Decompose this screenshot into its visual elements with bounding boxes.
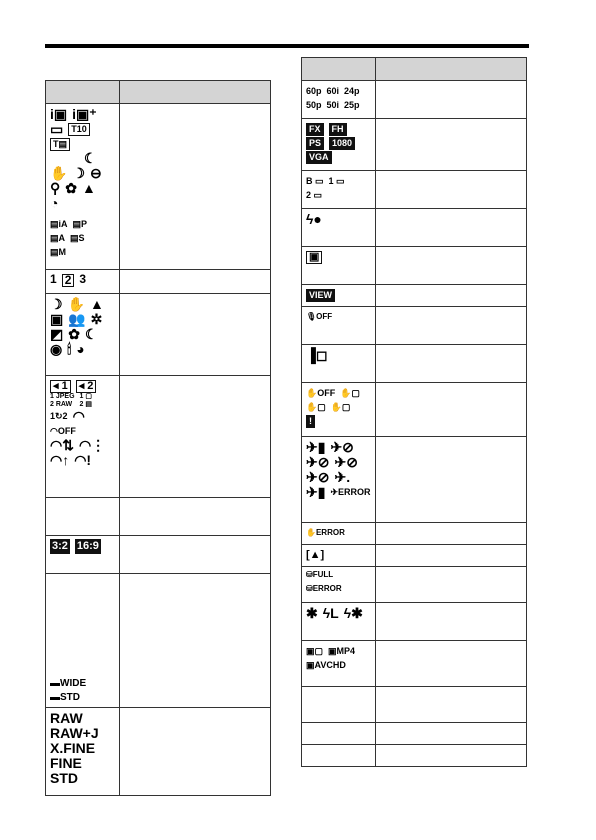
icon-cell xyxy=(302,603,376,641)
description-cell xyxy=(120,536,271,574)
quality-standard-icon: STD xyxy=(50,770,78,786)
description-cell xyxy=(376,723,527,745)
table-row xyxy=(302,383,527,437)
database-error-icon: ⛁ERROR xyxy=(306,584,342,594)
flash-charging-icon: ϟ● xyxy=(306,211,322,227)
audio-off-icon: 🎙OFF xyxy=(306,312,333,322)
header-rule xyxy=(45,44,529,48)
table-row xyxy=(46,270,271,294)
database-full-icon: ⛁FULL xyxy=(306,570,334,579)
description-cell xyxy=(376,687,527,723)
left-icon-table xyxy=(45,80,271,796)
description-cell xyxy=(376,567,527,603)
aspect-16-9-icon: 16:9 xyxy=(76,540,99,552)
macro-icon: ✿ xyxy=(65,180,77,196)
table-row xyxy=(302,723,527,745)
frame-rate-24p-icon: 24p xyxy=(344,85,360,96)
table-header-row xyxy=(46,81,271,104)
movie-vga-icon: VGA xyxy=(306,151,332,164)
description-cell xyxy=(376,545,527,567)
still-movie-slot-icon: 1 ▢ 2 ▤ xyxy=(79,393,92,408)
panorama-wide-icon: ▬WIDE xyxy=(50,678,87,690)
gps-weak-icon: ✈. xyxy=(334,469,351,485)
night-portrait-icon: ☾ xyxy=(84,326,98,342)
night-scene-icon: ☽ xyxy=(72,165,85,181)
wind-noise-reduction-icon: ▐◻ xyxy=(306,347,328,363)
gps-signal-icon: ✈▮ xyxy=(306,439,326,455)
table-row xyxy=(302,247,527,285)
wifi-transfer-icon: ◠⇅ xyxy=(50,437,74,453)
overheat-icon: [▲] xyxy=(306,548,325,561)
table-row xyxy=(302,307,527,345)
description-cell xyxy=(120,270,271,294)
gps-error-icon: ✈ERROR xyxy=(330,487,371,498)
quality-raw-jpeg-icon: RAW+J xyxy=(50,725,99,741)
table-row xyxy=(302,523,527,545)
frame-rate-50i-icon: 50i xyxy=(326,99,340,110)
handheld-twilight-icon: ✋ xyxy=(50,165,68,181)
description-cell xyxy=(376,247,527,285)
group-portrait-icon: 👥 xyxy=(68,311,86,327)
live-view-icon: VIEW xyxy=(306,289,335,302)
description-cell xyxy=(376,641,527,687)
icon-cell xyxy=(302,345,376,383)
icon-cell xyxy=(46,294,120,376)
frame-rate-50p-icon: 50p xyxy=(306,99,322,110)
steadyshot-body-icon: ✋▢ xyxy=(330,401,351,412)
battery-1-icon: 1 ▭ xyxy=(328,175,345,186)
frame-rate-60p-icon: 60p xyxy=(306,85,322,96)
candle-icon: 🕯 xyxy=(67,341,72,357)
description-cell xyxy=(376,171,527,209)
icon-cell xyxy=(46,376,120,498)
gps-off-icon: ✈⊘ xyxy=(330,439,354,455)
table-row xyxy=(302,345,527,383)
table-row xyxy=(46,708,271,796)
flash-exposure-lock-icon: ϟ✱ xyxy=(343,605,363,621)
header-cell xyxy=(302,58,376,81)
ae-lock-icon: ✱ xyxy=(306,605,318,621)
record-media-2-icon: ◂ 2 xyxy=(76,380,97,393)
memory-recall-1-icon: 1 xyxy=(50,272,57,287)
table-row xyxy=(302,285,527,307)
af-frame-icon: ▣ xyxy=(306,251,322,264)
table-row xyxy=(302,687,527,723)
superior-auto-icon: i▣⁺ xyxy=(72,106,97,122)
battery-b-icon: B ▭ xyxy=(306,175,324,186)
landscape-icon: ▲ xyxy=(90,296,104,312)
description-cell xyxy=(376,119,527,171)
wifi-icon: ◠ xyxy=(72,408,85,424)
battery-2-icon: 2 ▭ xyxy=(306,189,323,200)
tripod-icon: ✲ xyxy=(90,311,103,327)
tele-zoom-10-icon: T10 xyxy=(68,123,90,136)
table-row xyxy=(302,745,527,767)
table-row xyxy=(46,574,271,708)
wifi-error-icon: ◠! xyxy=(74,452,92,468)
view-mode-mp4-icon: ▣MP4 xyxy=(328,645,356,656)
movie-m-icon: ▤M xyxy=(50,246,67,257)
aspect-3-2-icon: 3:2 xyxy=(52,540,68,552)
view-mode-still-icon: ▣▢ xyxy=(306,645,324,656)
icon-cell xyxy=(302,247,376,285)
table-row xyxy=(302,119,527,171)
quality-fine-icon: FINE xyxy=(50,755,82,771)
icon-cell xyxy=(302,723,376,745)
wifi-upload-icon: ◠↑ xyxy=(50,452,70,468)
night-portrait-icon: ☾ xyxy=(84,150,97,166)
icon-cell xyxy=(46,498,120,536)
icon-cell xyxy=(302,567,376,603)
description-cell xyxy=(120,104,271,270)
gps-disabled-icon: ✈⊘ xyxy=(334,454,358,470)
icon-cell xyxy=(302,545,376,567)
icon-cell xyxy=(46,708,120,796)
portrait-icon: ◉ xyxy=(50,341,63,357)
warning-icon: ! xyxy=(306,415,315,428)
description-cell xyxy=(120,574,271,708)
icon-cell xyxy=(46,104,120,270)
table-row xyxy=(302,641,527,687)
description-cell xyxy=(376,81,527,119)
movie-fh-icon: FH xyxy=(329,123,347,136)
right-icon-table xyxy=(301,57,527,767)
table-row xyxy=(46,498,271,536)
record-media-1-icon: ◂ 1 xyxy=(50,380,71,393)
frame-rate-25p-icon: 25p xyxy=(344,99,360,110)
movie-ps-icon: PS xyxy=(306,137,324,150)
description-cell xyxy=(376,437,527,523)
table-header-row xyxy=(302,58,527,81)
icon-cell xyxy=(302,383,376,437)
gps-triangulating-icon: ✈▮ xyxy=(306,484,326,500)
panorama-icon: ▭ xyxy=(50,121,64,137)
landscape-icon: ▲ xyxy=(82,180,96,196)
table-row xyxy=(302,603,527,641)
night-scene-icon: ☽ xyxy=(50,296,63,312)
panorama-standard-icon: ▬STD xyxy=(50,692,80,704)
steadyshot-off-icon: ✋OFF xyxy=(306,387,336,398)
icon-cell xyxy=(302,523,376,545)
macro-icon: ✿ xyxy=(68,326,80,342)
description-cell xyxy=(376,603,527,641)
description-cell xyxy=(376,745,527,767)
gps-no-signal-icon: ✈⊘ xyxy=(306,454,330,470)
icon-cell xyxy=(302,687,376,723)
icon-cell xyxy=(46,270,120,294)
intelligent-auto-icon: i▣ xyxy=(50,106,68,122)
flash-lock-icon: ϟL xyxy=(322,605,339,621)
icon-cell xyxy=(46,536,120,574)
table-row xyxy=(302,81,527,119)
description-cell xyxy=(376,523,527,545)
table-row xyxy=(46,294,271,376)
slot-switch-icon: 1↻2 xyxy=(50,411,68,422)
icon-cell xyxy=(302,307,376,345)
steadyshot-error-icon: ✋ERROR xyxy=(306,528,345,538)
description-cell xyxy=(376,383,527,437)
table-row xyxy=(46,104,271,270)
description-cell xyxy=(376,345,527,383)
memory-recall-3-icon: 3 xyxy=(79,272,87,287)
header-cell xyxy=(376,58,527,81)
quality-raw-icon: RAW xyxy=(50,710,83,726)
movie-s-icon: ▤S xyxy=(70,232,85,243)
view-mode-avchd-icon: ▣AVCHD xyxy=(306,659,346,670)
frame-rate-60i-icon: 60i xyxy=(326,85,340,96)
sports-icon: ⚲ xyxy=(50,180,61,196)
quality-xfine-icon: X.FINE xyxy=(50,740,96,756)
header-cell xyxy=(120,81,271,104)
description-cell xyxy=(120,294,271,376)
table-row xyxy=(302,545,527,567)
wifi-off-icon: ◠OFF xyxy=(50,425,76,436)
movie-p-icon: ▤P xyxy=(72,218,88,229)
tele-zoom-r-icon: T▤ xyxy=(50,138,70,151)
steadyshot-camera-icon: ✋▢ xyxy=(340,387,360,398)
icon-cell xyxy=(302,171,376,209)
icon-cell xyxy=(302,745,376,767)
table-row xyxy=(46,376,271,498)
jpeg-raw-slot-icon: 1 JPEG 2 RAW xyxy=(50,393,75,408)
handheld-twilight-icon: ✋ xyxy=(67,296,85,312)
table-row xyxy=(302,209,527,247)
memory-recall-2-icon: 2 xyxy=(62,274,75,287)
description-cell xyxy=(376,307,527,345)
header-cell xyxy=(46,81,120,104)
description-cell xyxy=(376,209,527,247)
table-row xyxy=(302,567,527,603)
backlight-icon: ◩ xyxy=(50,326,64,342)
description-cell xyxy=(120,376,271,498)
movie-1080-icon: 1080 xyxy=(329,137,355,150)
icon-cell xyxy=(46,574,120,708)
description-cell xyxy=(376,285,527,307)
description-cell xyxy=(120,708,271,796)
movie-fx-icon: FX xyxy=(306,123,324,136)
movie-a-icon: ▤A xyxy=(50,232,66,243)
icon-cell xyxy=(302,81,376,119)
icon-cell xyxy=(302,285,376,307)
anti-motion-blur-icon: ◔ xyxy=(50,195,59,211)
table-row xyxy=(46,536,271,574)
gps-searching-icon: ✈⊘ xyxy=(306,469,330,485)
baby-icon: ◕ xyxy=(76,341,85,357)
steadyshot-lens-icon: ✋▢ xyxy=(306,401,326,412)
backlight-portrait-icon: ▣ xyxy=(50,311,64,327)
table-row xyxy=(302,437,527,523)
icon-cell xyxy=(302,209,376,247)
table-row xyxy=(302,171,527,209)
sunset-icon: ⊖ xyxy=(90,165,102,181)
movie-iauto-icon: ▤iA xyxy=(50,218,68,229)
icon-cell xyxy=(302,437,376,523)
description-cell xyxy=(120,498,271,536)
wifi-standby-icon: ◠⋮ xyxy=(78,437,106,453)
icon-cell xyxy=(302,641,376,687)
icon-cell xyxy=(302,119,376,171)
